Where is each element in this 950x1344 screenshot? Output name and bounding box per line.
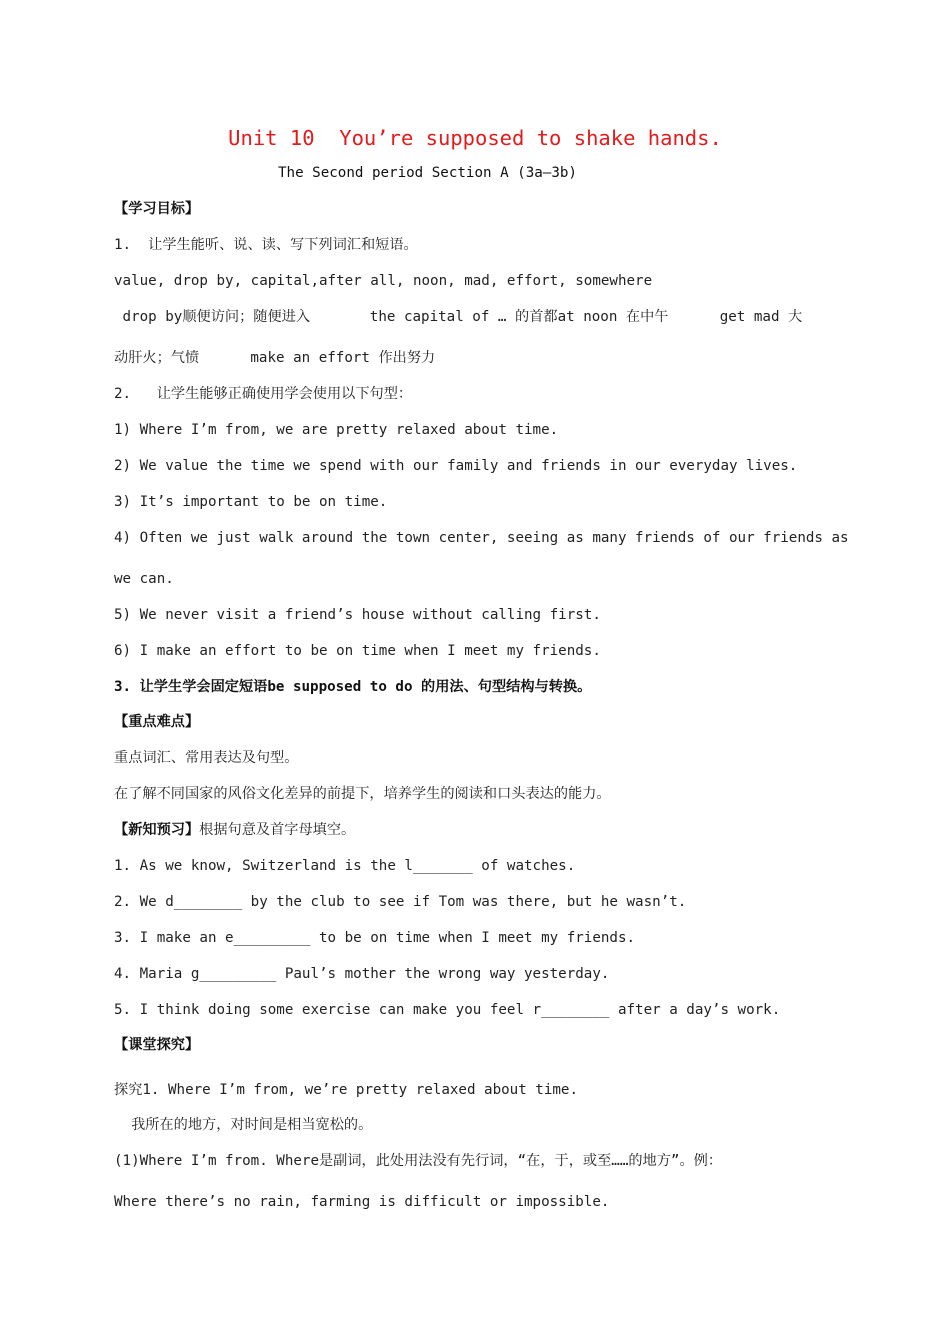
sentence-3: 3) It’s important to be on time. (114, 494, 388, 510)
sentence-6: 6) I make an effort to be on time when I meet my friends. (114, 643, 601, 659)
key-points-heading: 【重点难点】 (114, 714, 200, 730)
question-1: 1. As we know, Switzerland is the l_______ of watches. (114, 858, 576, 874)
class-explore-heading: 【课堂探究】 (114, 1037, 200, 1053)
preview-instruction: 根据句意及首字母填空。 (199, 822, 356, 838)
note-1: (1)Where I’m from. Where是副词，此处用法没有先行词，“在，于，或至……的地方”。例： (114, 1153, 723, 1169)
sentence-5: 5) We never visit a friend’s house without calling first. (114, 607, 601, 623)
question-3: 3. I make an e_________ to be on time when I meet my friends. (114, 930, 636, 946)
phrases-line-2: 动肝火；气愤 make an effort 作出努力 (114, 350, 436, 366)
preview-heading: 【新知预习】 (114, 822, 200, 838)
vocab-list: value, drop by, capital,after all, noon, mad, effort, somewhere (114, 273, 653, 289)
key-point-2: 在了解不同国家的风俗文化差异的前提下，培养学生的阅读和口头表达的能力。 (114, 786, 611, 802)
explore-1: 探究1. Where I’m from, we’re pretty relaxed about time. (114, 1082, 578, 1098)
phrases-line-1: drop by顺便访问；随便进入 the capital of … 的首都at noon 在中午 get mad 大 (114, 309, 803, 325)
question-2: 2. We d________ by the club to see if Tom was there, but he wasn’t. (114, 894, 687, 910)
key-point-1: 重点词汇、常用表达及句型。 (114, 750, 299, 766)
page-title: Unit 10 You’re supposed to shake hands. (228, 126, 722, 150)
sentence-4a: 4) Often we just walk around the town center, seeing as many friends of our friends as (114, 530, 849, 546)
goals-heading: 【学习目标】 (114, 201, 200, 217)
sentence-2: 2) We value the time we spend with our family and friends in our everyday lives. (114, 458, 798, 474)
sentence-4b: we can. (114, 571, 174, 587)
example-1: Where there’s no rain, farming is difficult or impossible. (114, 1194, 610, 1210)
sentence-1: 1) Where I’m from, we are pretty relaxed about time. (114, 422, 559, 438)
goal-3: 3. 让学生学会固定短语be supposed to do 的用法、句型结构与转换。 (114, 679, 592, 695)
preview-line (114, 820, 355, 840)
page-subtitle: The Second period Section A (3a—3b) (278, 165, 577, 181)
explore-1-translation: 我所在的地方，对时间是相当宽松的。 (114, 1117, 373, 1133)
question-4: 4. Maria g_________ Paul’s mother the wrong way yesterday. (114, 966, 610, 982)
goal-1: 1. 让学生能听、说、读、写下列词汇和短语。 (114, 237, 418, 253)
question-5: 5. I think doing some exercise can make you feel r________ after a day’s work. (114, 1002, 781, 1018)
goal-2: 2. 让学生能够正确使用学会使用以下句型： (114, 386, 413, 402)
